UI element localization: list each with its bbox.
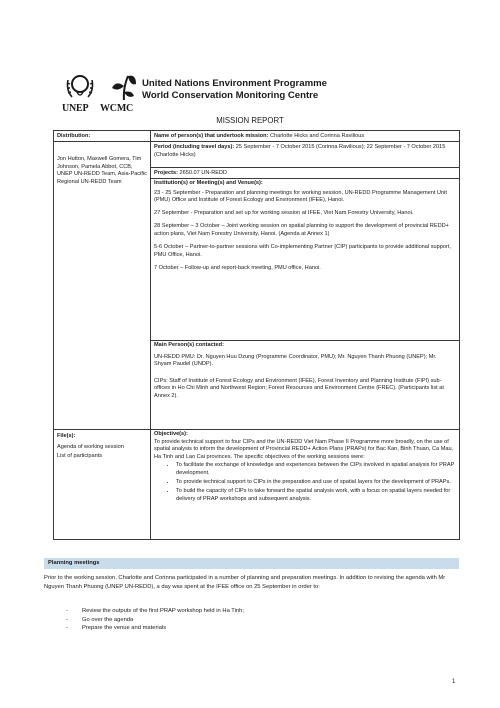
row-divider: [150, 429, 459, 430]
unep-wordmark: UNEP: [62, 103, 89, 114]
organization-name-line-1: United Nations Environment Programme: [142, 78, 327, 89]
wcmc-wordmark: WCMC: [100, 103, 134, 114]
objectives-list: [154, 462, 456, 503]
main-person-item: CIPs: Staff of Institute of Forest Ecology and Environment (IFEE), Forest Inventory and Planning Institute (FIPI) sub-offices in Ho Chi Minh and Northwest Region; Forest Resources and Environment Centre (FREC). (Participants list at Annex 2).: [154, 377, 444, 399]
projects-label: Projects:: [154, 169, 178, 176]
planning-task-item: - Go over the agenda: [66, 616, 244, 625]
period-value: 25 September - 7 October 2015 (Corinna Ravilious); 22 September - 7 October 2015 (Charlotte Hicks): [154, 144, 446, 158]
objectives-intro: To provide technical support to four CIPs and the UN-REDD Viet Nam Phase II Programme more broadly, on the use of spatial analysis to inform the development of Provincial REDD+ Action Plans (PRAPs) for Bac Kan, Binh Thuan, Ca Mau, Ha Tinh and Lao Cai provinces. The specific objectives of the working sessions were:: [154, 438, 454, 460]
distribution-list: Jon Hutton, Maxwell Gomera, Tim Johnson, Pamela Abbot, CCB, UNEP UN-REDD Team, Asia-Pacific Regional UN-REDD Team: [57, 156, 147, 185]
file-item: List of participants: [57, 452, 103, 459]
report-title: MISSION REPORT: [216, 116, 284, 125]
objective-bullet: • To build the capacity of CIPs to take forward the spatial analysis work, with a focus on spatial layers needed for delivery of PRAP workshops and subsequent analysis.: [176, 488, 456, 503]
names-row: [154, 133, 456, 141]
row-divider: [150, 141, 459, 142]
names-value: Charlotte Hicks and Corinna Ravilious: [269, 133, 365, 139]
row-divider: [150, 340, 459, 341]
organization-name-line-2: World Conservation Monitoring Centre: [142, 90, 319, 101]
names-label: Name of person(s) that undertook mission:: [154, 133, 269, 139]
main-persons-section: [154, 342, 454, 401]
row-divider: [150, 167, 459, 168]
period-row: [154, 144, 456, 159]
institution-item: 23 - 25 September - Preparation and planning meetings for working session, UN-REDD Programme Management Unit (PMU) Office and Institute of Forest Ecology and Environment (IFEE), Hanoi.: [154, 189, 447, 204]
planning-task-item: - Prepare the venue and materials: [66, 624, 244, 633]
main-persons-label: Main Person(s) contacted:: [154, 342, 224, 348]
main-person-item: UN-REDD PMU: Dr. Nguyen Huu Dzung (Programme Coordinator, PMU); Mr. Nguyen Thanh Phuong (UNEP); Mr. Shyam Paudel (UNDP).: [154, 353, 437, 368]
file-item: Agenda of working session: [57, 444, 124, 450]
institution-item: 7 October – Follow-up and report-back meeting, PMU office, Hanoi.: [154, 264, 321, 271]
objectives-label: Objective(s):: [154, 431, 188, 437]
objectives-section: [154, 431, 456, 505]
projects-row: [154, 170, 456, 178]
files-list: [57, 444, 147, 460]
institution-item: 28 September – 3 October – Joint working session on spatial planning to support the development of provincial REDD+ action plans, Viet Nam Forestry University, Hanoi. (Agenda at Annex 1): [154, 223, 449, 237]
institutions-section: [154, 180, 454, 272]
institution-item: 27 September - Preparation and set up for working session at IFEE, Viet Nam Forestry University, Hanoi.: [154, 210, 414, 217]
files-label: File(s):: [57, 433, 76, 439]
row-divider: [150, 178, 459, 179]
page-number: 1: [452, 679, 456, 685]
row-divider: [54, 141, 150, 142]
planning-task-list: [66, 607, 244, 633]
planning-paragraph: Prior to the working session, Charlotte and Corinna participated in a number of planning and preparation meetings. In addition to revising the agenda with Mr Nguyen Thanh Phuong (UNEP UN-REDD), a day was spent at the IFEE office on 25 September in order to:: [44, 575, 446, 590]
mission-details-table: [53, 130, 460, 540]
objective-bullet: • To provide technical support to CIPs in the preparation and use of spatial layers for the development of PRAPs.: [176, 479, 456, 487]
distribution-label: Distribution:: [57, 133, 91, 139]
column-divider: [150, 131, 151, 539]
institution-item: 5-6 October – Partner-to-partner sessions with Co-implementing Partner (CIP) participants to provide additional support, PMU Office, Hanoi.: [154, 244, 451, 258]
row-divider: [54, 429, 150, 430]
institutions-label: Institution(s) or Meeting(s) and Venue(s):: [154, 180, 263, 186]
planning-meetings-heading-band: [44, 558, 459, 569]
period-label: Period (including travel days):: [154, 144, 235, 150]
projects-value: 2650.07 UN-REDD: [179, 169, 228, 176]
objective-bullet: • To facilitate the exchange of knowledge and experiences between the CIPs involved in spatial analysis for PRAP development.: [176, 462, 456, 477]
planning-meetings-heading: Planning meetings: [48, 560, 100, 566]
planning-task-item: - Review the outputs of the first PRAP workshop held in Ha Tinh;: [66, 607, 244, 616]
